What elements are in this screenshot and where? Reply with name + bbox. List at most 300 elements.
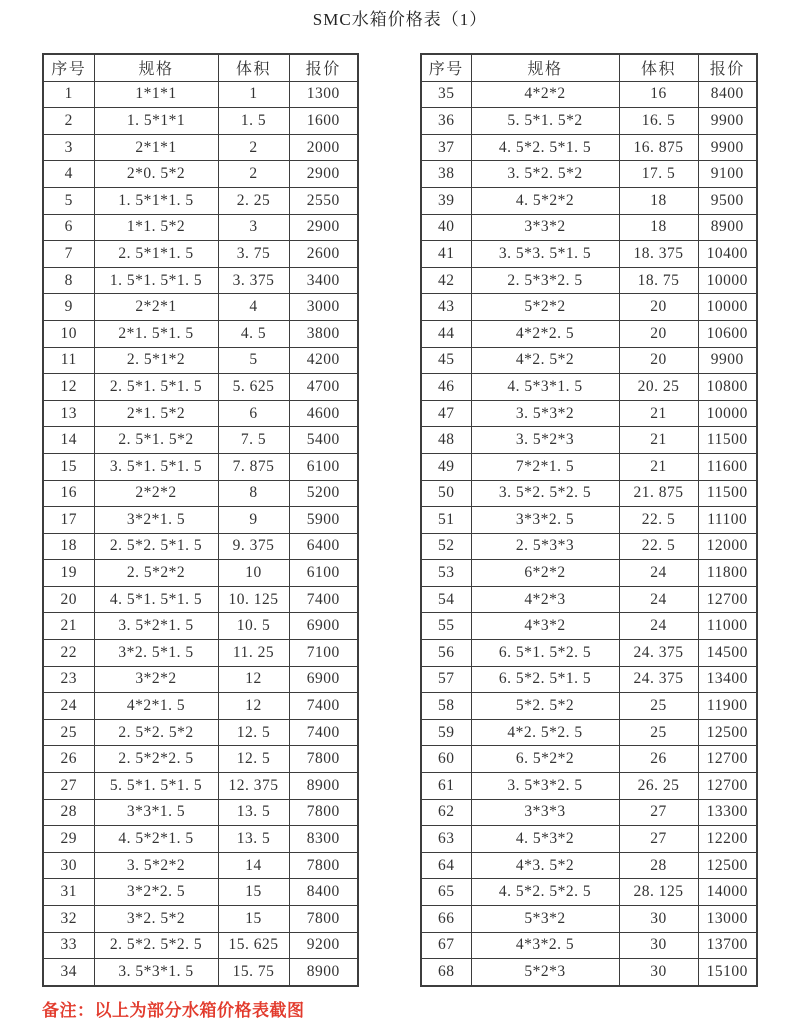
cell-index: 24 [43, 693, 94, 720]
cell-spec: 2. 5*2. 5*2 [94, 719, 218, 746]
cell-spec: 4*2*1. 5 [94, 693, 218, 720]
cell-index: 19 [43, 560, 94, 587]
table-row [43, 214, 358, 241]
cell-spec: 4*3. 5*2 [471, 852, 619, 879]
cell-price: 12700 [698, 586, 757, 613]
cell-spec: 4. 5*2. 5*1. 5 [471, 134, 619, 161]
cell-volume: 30 [619, 959, 698, 986]
cell-price: 7800 [289, 906, 358, 933]
cell-index: 39 [421, 187, 471, 214]
cell-volume: 3. 375 [218, 267, 289, 294]
cell-price: 6900 [289, 613, 358, 640]
cell-price: 8300 [289, 826, 358, 853]
table-row [421, 214, 757, 241]
cell-volume: 5 [218, 347, 289, 374]
cell-spec: 3*2*2. 5 [94, 879, 218, 906]
table-row [43, 374, 358, 401]
cell-index: 38 [421, 161, 471, 188]
cell-price: 9500 [698, 187, 757, 214]
cell-price: 9200 [289, 932, 358, 959]
cell-volume: 22. 5 [619, 507, 698, 534]
cell-price: 12700 [698, 773, 757, 800]
cell-price: 9900 [698, 134, 757, 161]
cell-price: 5400 [289, 427, 358, 454]
cell-price: 9900 [698, 347, 757, 374]
cell-volume: 5. 625 [218, 374, 289, 401]
cell-index: 57 [421, 666, 471, 693]
cell-index: 22 [43, 640, 94, 667]
cell-index: 26 [43, 746, 94, 773]
cell-spec: 2. 5*2*2. 5 [94, 746, 218, 773]
cell-spec: 2*2*2 [94, 480, 218, 507]
table-row [43, 453, 358, 480]
cell-volume: 15. 75 [218, 959, 289, 986]
cell-volume: 20 [619, 320, 698, 347]
table-row [43, 81, 358, 108]
cell-price: 12500 [698, 719, 757, 746]
table-row [43, 294, 358, 321]
table-row [43, 586, 358, 613]
cell-price: 8400 [698, 81, 757, 108]
table-row [421, 693, 757, 720]
table-row [421, 906, 757, 933]
table-row [421, 560, 757, 587]
cell-volume: 18. 75 [619, 267, 698, 294]
cell-volume: 10 [218, 560, 289, 587]
cell-price: 10400 [698, 241, 757, 268]
cell-spec: 3. 5*3*2 [471, 400, 619, 427]
table-row [43, 719, 358, 746]
cell-price: 7400 [289, 693, 358, 720]
cell-price: 10000 [698, 294, 757, 321]
cell-index: 18 [43, 533, 94, 560]
cell-spec: 3. 5*3*1. 5 [94, 959, 218, 986]
table-row [421, 773, 757, 800]
cell-index: 49 [421, 453, 471, 480]
cell-price: 4200 [289, 347, 358, 374]
cell-spec: 5*3*2 [471, 906, 619, 933]
cell-spec: 1. 5*1. 5*1. 5 [94, 267, 218, 294]
cell-volume: 12 [218, 666, 289, 693]
cell-spec: 4. 5*3*2 [471, 826, 619, 853]
cell-spec: 3. 5*1. 5*1. 5 [94, 453, 218, 480]
cell-spec: 3*2*1. 5 [94, 507, 218, 534]
table-row [43, 427, 358, 454]
cell-price: 11800 [698, 560, 757, 587]
table-row [43, 613, 358, 640]
cell-spec: 3*3*3 [471, 799, 619, 826]
cell-spec: 2*2*1 [94, 294, 218, 321]
cell-price: 6100 [289, 453, 358, 480]
cell-index: 67 [421, 932, 471, 959]
table-row [421, 267, 757, 294]
col-header-volume: 体积 [218, 54, 289, 81]
cell-index: 47 [421, 400, 471, 427]
cell-spec: 4*2*2 [471, 81, 619, 108]
cell-volume: 2 [218, 134, 289, 161]
cell-price: 6400 [289, 533, 358, 560]
cell-volume: 12. 5 [218, 746, 289, 773]
cell-index: 46 [421, 374, 471, 401]
cell-spec: 5*2*3 [471, 959, 619, 986]
cell-index: 63 [421, 826, 471, 853]
cell-spec: 2. 5*2*2 [94, 560, 218, 587]
cell-spec: 6. 5*2*2 [471, 746, 619, 773]
table-row [421, 746, 757, 773]
cell-price: 10000 [698, 267, 757, 294]
table-row [43, 161, 358, 188]
cell-spec: 4. 5*2*1. 5 [94, 826, 218, 853]
cell-price: 13700 [698, 932, 757, 959]
cell-volume: 13. 5 [218, 799, 289, 826]
cell-index: 61 [421, 773, 471, 800]
cell-index: 59 [421, 719, 471, 746]
cell-index: 17 [43, 507, 94, 534]
cell-volume: 2. 25 [218, 187, 289, 214]
cell-spec: 2*1*1 [94, 134, 218, 161]
cell-index: 58 [421, 693, 471, 720]
cell-volume: 20 [619, 294, 698, 321]
table-row [421, 879, 757, 906]
table-row [43, 507, 358, 534]
cell-price: 8900 [289, 773, 358, 800]
table-row [421, 134, 757, 161]
cell-spec: 5. 5*1. 5*1. 5 [94, 773, 218, 800]
cell-index: 62 [421, 799, 471, 826]
cell-spec: 6. 5*2. 5*1. 5 [471, 666, 619, 693]
cell-volume: 21 [619, 453, 698, 480]
cell-volume: 15 [218, 906, 289, 933]
cell-volume: 30 [619, 932, 698, 959]
cell-volume: 9 [218, 507, 289, 534]
table-row [421, 294, 757, 321]
cell-price: 12700 [698, 746, 757, 773]
cell-price: 3800 [289, 320, 358, 347]
table-row [421, 640, 757, 667]
cell-price: 13300 [698, 799, 757, 826]
cell-volume: 18 [619, 214, 698, 241]
cell-volume: 12 [218, 693, 289, 720]
cell-price: 2600 [289, 241, 358, 268]
table-row [43, 267, 358, 294]
cell-price: 12200 [698, 826, 757, 853]
cell-spec: 2. 5*1*2 [94, 347, 218, 374]
cell-index: 10 [43, 320, 94, 347]
cell-spec: 4*3*2. 5 [471, 932, 619, 959]
table-row [43, 773, 358, 800]
cell-price: 9100 [698, 161, 757, 188]
table-row [43, 187, 358, 214]
table-row [43, 906, 358, 933]
cell-price: 7400 [289, 586, 358, 613]
table-row [43, 108, 358, 135]
cell-volume: 16 [619, 81, 698, 108]
price-table-left [42, 53, 359, 987]
cell-index: 15 [43, 453, 94, 480]
table-row [43, 480, 358, 507]
cell-volume: 10. 5 [218, 613, 289, 640]
page-title: SMC水箱价格表（1） [312, 10, 488, 29]
table-row [421, 852, 757, 879]
table-row [43, 959, 358, 986]
cell-volume: 24. 375 [619, 666, 698, 693]
cell-price: 10600 [698, 320, 757, 347]
cell-index: 31 [43, 879, 94, 906]
cell-index: 51 [421, 507, 471, 534]
cell-price: 5900 [289, 507, 358, 534]
cell-spec: 2. 5*3*2. 5 [471, 267, 619, 294]
cell-volume: 22. 5 [619, 533, 698, 560]
cell-volume: 15 [218, 879, 289, 906]
table-row [421, 613, 757, 640]
cell-index: 48 [421, 427, 471, 454]
cell-volume: 13. 5 [218, 826, 289, 853]
table-row [421, 480, 757, 507]
cell-index: 42 [421, 267, 471, 294]
cell-index: 20 [43, 586, 94, 613]
cell-price: 8900 [289, 959, 358, 986]
cell-volume: 12. 375 [218, 773, 289, 800]
cell-index: 66 [421, 906, 471, 933]
cell-spec: 2. 5*2. 5*1. 5 [94, 533, 218, 560]
cell-volume: 9. 375 [218, 533, 289, 560]
cell-spec: 3*2. 5*1. 5 [94, 640, 218, 667]
cell-index: 52 [421, 533, 471, 560]
cell-index: 27 [43, 773, 94, 800]
table-row [421, 241, 757, 268]
cell-price: 7800 [289, 746, 358, 773]
cell-spec: 2. 5*3*3 [471, 533, 619, 560]
cell-index: 13 [43, 400, 94, 427]
table-row [43, 134, 358, 161]
cell-volume: 2 [218, 161, 289, 188]
table-row [43, 879, 358, 906]
cell-price: 7100 [289, 640, 358, 667]
cell-spec: 1*1*1 [94, 81, 218, 108]
col-header-price: 报价 [698, 54, 757, 81]
cell-price: 12000 [698, 533, 757, 560]
table-row [43, 932, 358, 959]
table-row [421, 400, 757, 427]
cell-volume: 6 [218, 400, 289, 427]
cell-price: 1300 [289, 81, 358, 108]
header-row [421, 54, 757, 81]
cell-index: 1 [43, 81, 94, 108]
cell-volume: 28. 125 [619, 879, 698, 906]
cell-index: 43 [421, 294, 471, 321]
cell-price: 9900 [698, 108, 757, 135]
table-row [43, 666, 358, 693]
cell-volume: 18 [619, 187, 698, 214]
cell-index: 36 [421, 108, 471, 135]
cell-spec: 2. 5*1. 5*2 [94, 427, 218, 454]
cell-volume: 10. 125 [218, 586, 289, 613]
cell-spec: 6*2*2 [471, 560, 619, 587]
cell-volume: 25 [619, 693, 698, 720]
cell-spec: 4*2. 5*2. 5 [471, 719, 619, 746]
table-row [421, 374, 757, 401]
cell-volume: 4. 5 [218, 320, 289, 347]
cell-index: 14 [43, 427, 94, 454]
cell-index: 12 [43, 374, 94, 401]
table-row [43, 826, 358, 853]
cell-price: 11500 [698, 480, 757, 507]
table-row [421, 427, 757, 454]
table-row [421, 161, 757, 188]
cell-spec: 3*2*2 [94, 666, 218, 693]
table-row [421, 719, 757, 746]
cell-index: 60 [421, 746, 471, 773]
cell-volume: 26. 25 [619, 773, 698, 800]
cell-index: 44 [421, 320, 471, 347]
cell-volume: 24 [619, 586, 698, 613]
table-row [43, 400, 358, 427]
col-header-volume: 体积 [619, 54, 698, 81]
cell-volume: 24 [619, 560, 698, 587]
cell-price: 5200 [289, 480, 358, 507]
cell-spec: 4*3*2 [471, 613, 619, 640]
cell-volume: 1. 5 [218, 108, 289, 135]
table-row [421, 453, 757, 480]
table-row [43, 533, 358, 560]
cell-price: 3000 [289, 294, 358, 321]
cell-price: 7800 [289, 852, 358, 879]
cell-volume: 3. 75 [218, 241, 289, 268]
cell-spec: 2*1. 5*2 [94, 400, 218, 427]
cell-price: 1600 [289, 108, 358, 135]
cell-price: 11000 [698, 613, 757, 640]
table-row [43, 241, 358, 268]
cell-spec: 1. 5*1*1. 5 [94, 187, 218, 214]
cell-spec: 3. 5*3. 5*1. 5 [471, 241, 619, 268]
cell-spec: 4*2*2. 5 [471, 320, 619, 347]
cell-spec: 3*3*1. 5 [94, 799, 218, 826]
cell-spec: 3. 5*2*1. 5 [94, 613, 218, 640]
cell-spec: 2. 5*1*1. 5 [94, 241, 218, 268]
cell-volume: 12. 5 [218, 719, 289, 746]
cell-volume: 1 [218, 81, 289, 108]
cell-index: 2 [43, 108, 94, 135]
cell-volume: 21. 875 [619, 480, 698, 507]
cell-volume: 25 [619, 719, 698, 746]
cell-volume: 4 [218, 294, 289, 321]
col-header-spec: 规格 [94, 54, 218, 81]
cell-index: 29 [43, 826, 94, 853]
cell-index: 11 [43, 347, 94, 374]
cell-spec: 7*2*1. 5 [471, 453, 619, 480]
col-header-price: 报价 [289, 54, 358, 81]
cell-spec: 4*2*3 [471, 586, 619, 613]
table-row [421, 799, 757, 826]
cell-index: 40 [421, 214, 471, 241]
cell-price: 6100 [289, 560, 358, 587]
table-row [421, 108, 757, 135]
cell-spec: 5*2. 5*2 [471, 693, 619, 720]
cell-price: 2000 [289, 134, 358, 161]
cell-spec: 1*1. 5*2 [94, 214, 218, 241]
cell-index: 30 [43, 852, 94, 879]
cell-index: 64 [421, 852, 471, 879]
table-row [43, 746, 358, 773]
table-row [421, 533, 757, 560]
cell-volume: 27 [619, 826, 698, 853]
cell-volume: 7. 5 [218, 427, 289, 454]
cell-price: 8900 [698, 214, 757, 241]
cell-price: 2550 [289, 187, 358, 214]
cell-index: 25 [43, 719, 94, 746]
table-row [43, 320, 358, 347]
cell-volume: 7. 875 [218, 453, 289, 480]
cell-price: 3400 [289, 267, 358, 294]
cell-volume: 20 [619, 347, 698, 374]
cell-spec: 3*3*2. 5 [471, 507, 619, 534]
cell-spec: 4. 5*1. 5*1. 5 [94, 586, 218, 613]
cell-volume: 21 [619, 427, 698, 454]
cell-volume: 24. 375 [619, 640, 698, 667]
table-row [43, 347, 358, 374]
col-header-index: 序号 [43, 54, 94, 81]
remark-note: 备注：以上为部分水箱价格表截图 [42, 1001, 305, 1020]
cell-volume: 27 [619, 799, 698, 826]
table-row [421, 932, 757, 959]
cell-spec: 3*2. 5*2 [94, 906, 218, 933]
cell-spec: 3. 5*2*3 [471, 427, 619, 454]
col-header-index: 序号 [421, 54, 471, 81]
table-row [421, 666, 757, 693]
cell-index: 6 [43, 214, 94, 241]
price-table-right-container [420, 53, 758, 987]
header-row [43, 54, 358, 81]
table-row [421, 187, 757, 214]
cell-index: 7 [43, 241, 94, 268]
cell-price: 11900 [698, 693, 757, 720]
cell-spec: 2. 5*2. 5*2. 5 [94, 932, 218, 959]
cell-price: 12500 [698, 852, 757, 879]
cell-spec: 3*3*2 [471, 214, 619, 241]
cell-index: 55 [421, 613, 471, 640]
cell-index: 33 [43, 932, 94, 959]
cell-index: 34 [43, 959, 94, 986]
cell-index: 9 [43, 294, 94, 321]
table-row [421, 507, 757, 534]
cell-price: 2900 [289, 214, 358, 241]
cell-index: 56 [421, 640, 471, 667]
cell-price: 7800 [289, 799, 358, 826]
price-table-right [420, 53, 758, 987]
price-table-left-container [42, 53, 359, 987]
cell-spec: 3. 5*2. 5*2. 5 [471, 480, 619, 507]
cell-volume: 20. 25 [619, 374, 698, 401]
table-row [43, 799, 358, 826]
cell-price: 10800 [698, 374, 757, 401]
table-row [43, 560, 358, 587]
cell-price: 14000 [698, 879, 757, 906]
cell-spec: 4. 5*3*1. 5 [471, 374, 619, 401]
col-header-spec: 规格 [471, 54, 619, 81]
cell-index: 23 [43, 666, 94, 693]
cell-index: 50 [421, 480, 471, 507]
cell-price: 4700 [289, 374, 358, 401]
cell-spec: 5*2*2 [471, 294, 619, 321]
cell-spec: 4. 5*2. 5*2. 5 [471, 879, 619, 906]
cell-price: 6900 [289, 666, 358, 693]
cell-index: 8 [43, 267, 94, 294]
cell-index: 5 [43, 187, 94, 214]
cell-price: 14500 [698, 640, 757, 667]
cell-index: 21 [43, 613, 94, 640]
cell-volume: 11. 25 [218, 640, 289, 667]
cell-price: 11600 [698, 453, 757, 480]
